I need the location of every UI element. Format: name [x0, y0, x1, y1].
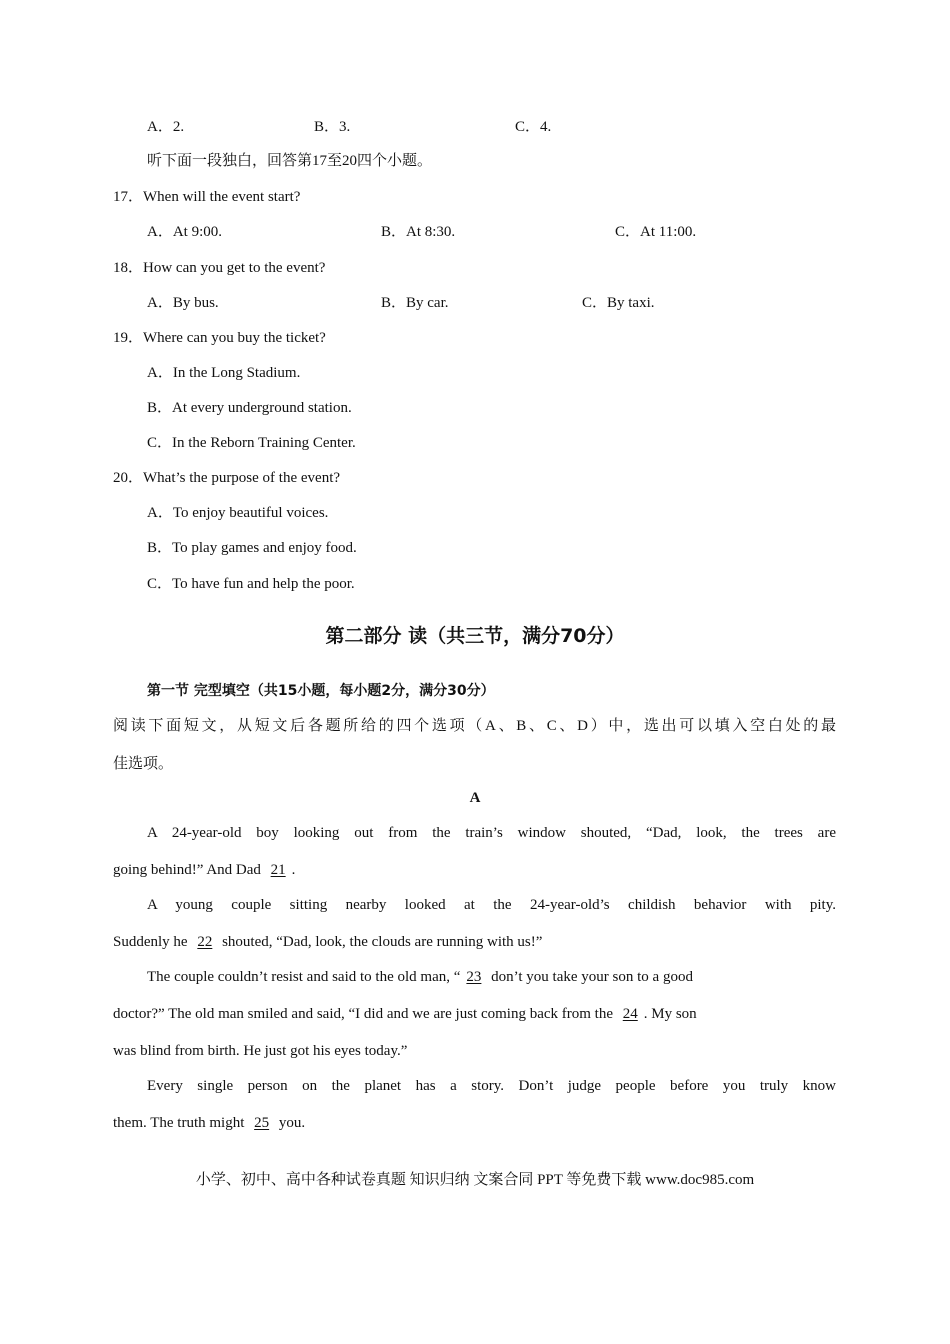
para4-line2-end: you. — [275, 1115, 306, 1131]
para1-line2-text: going behind!” And Dad — [113, 862, 265, 878]
blank-25: 25 — [254, 1115, 270, 1131]
q17-option-b: B．At 8:30. — [381, 224, 456, 240]
part2-title: 第二部分 读（共三节，满分70分） — [325, 625, 625, 647]
para1-line1: A 24-year-old boy looking out from the train’s window shouted, “Dad, look, the trees are — [147, 825, 836, 841]
q20-option-a: A．To enjoy beautiful voices. — [147, 505, 329, 521]
q19-option-a: A．In the Long Stadium. — [147, 365, 301, 381]
section1-title: 第一节 完型填空（共15小题，每小题2分，满分30分） — [147, 683, 495, 699]
q20-option-c: C．To have fun and help the poor. — [147, 576, 355, 592]
q18-option-a: A．By bus. — [147, 295, 219, 311]
para1-line2 — [113, 860, 295, 880]
q20-option-b: B．To play games and enjoy food. — [147, 540, 357, 556]
para3-line1-text: The couple couldn’t resist and said to the old man, “ — [147, 969, 461, 985]
para3-line1-end: don’t you take your son to a good — [487, 969, 693, 985]
q18-stem: 18．How can you get to the event? — [113, 260, 326, 276]
blank-23: 23 — [466, 969, 482, 985]
instructions-line1: 阅读下面短文，从短文后各题所给的四个选项（A、B、C、D）中，选出可以填入空白处的最 — [113, 718, 836, 734]
q16-option-a: A．2. — [147, 119, 185, 135]
q17-stem: 17．When will the event start? — [113, 189, 301, 205]
para2-line1: A young couple sitting nearby looked at the 24-year-old’s childish behavior with pity. — [147, 897, 836, 913]
q17-option-c: C．At 11:00. — [615, 224, 697, 240]
q17-option-a: A．At 9:00. — [147, 224, 223, 240]
para4-line1: Every single person on the planet has a story. Don’t judge people before you truly know — [147, 1078, 836, 1094]
q18-option-c: C．By taxi. — [582, 295, 655, 311]
para2-line2-end: shouted, “Dad, look, the clouds are running with us!” — [218, 934, 543, 950]
q16-option-b: B．3. — [314, 119, 351, 135]
para3-line2-end: . My son — [643, 1006, 697, 1022]
monologue-intro: 听下面一段独白，回答第17至20四个小题。 — [147, 153, 433, 169]
para2-line2-text: Suddenly he — [113, 934, 192, 950]
q16-option-c: C．4. — [515, 119, 552, 135]
blank-21: 21 — [270, 862, 286, 878]
para3-line2-text: doctor?” The old man smiled and said, “I did and we are just coming back from the — [113, 1006, 617, 1022]
blank-24: 24 — [622, 1006, 638, 1022]
para1-line2-end: . — [291, 862, 296, 878]
q19-option-c: C．In the Reborn Training Center. — [147, 435, 356, 451]
q20-stem: 20．What’s the purpose of the event? — [113, 470, 341, 486]
page-footer: 小学、初中、高中各种试卷真题 知识归纳 文案合同 PPT 等免费下载 www.doc985.com — [195, 1172, 755, 1188]
blank-22: 22 — [197, 934, 213, 950]
para3-line2 — [113, 1004, 697, 1024]
q19-option-b: B．At every underground station. — [147, 400, 352, 416]
q18-option-b: B．By car. — [381, 295, 449, 311]
para3-line1 — [147, 967, 836, 987]
para4-line2 — [113, 1113, 305, 1133]
para2-line2 — [113, 932, 542, 952]
para3-line3: was blind from birth. He just got his eyes today.” — [113, 1043, 408, 1059]
passage-label: A — [469, 790, 481, 806]
instructions-line2: 佳选项。 — [113, 756, 174, 772]
para4-line2-text: them. The truth might — [113, 1115, 249, 1131]
q19-stem: 19．Where can you buy the ticket? — [113, 330, 326, 346]
